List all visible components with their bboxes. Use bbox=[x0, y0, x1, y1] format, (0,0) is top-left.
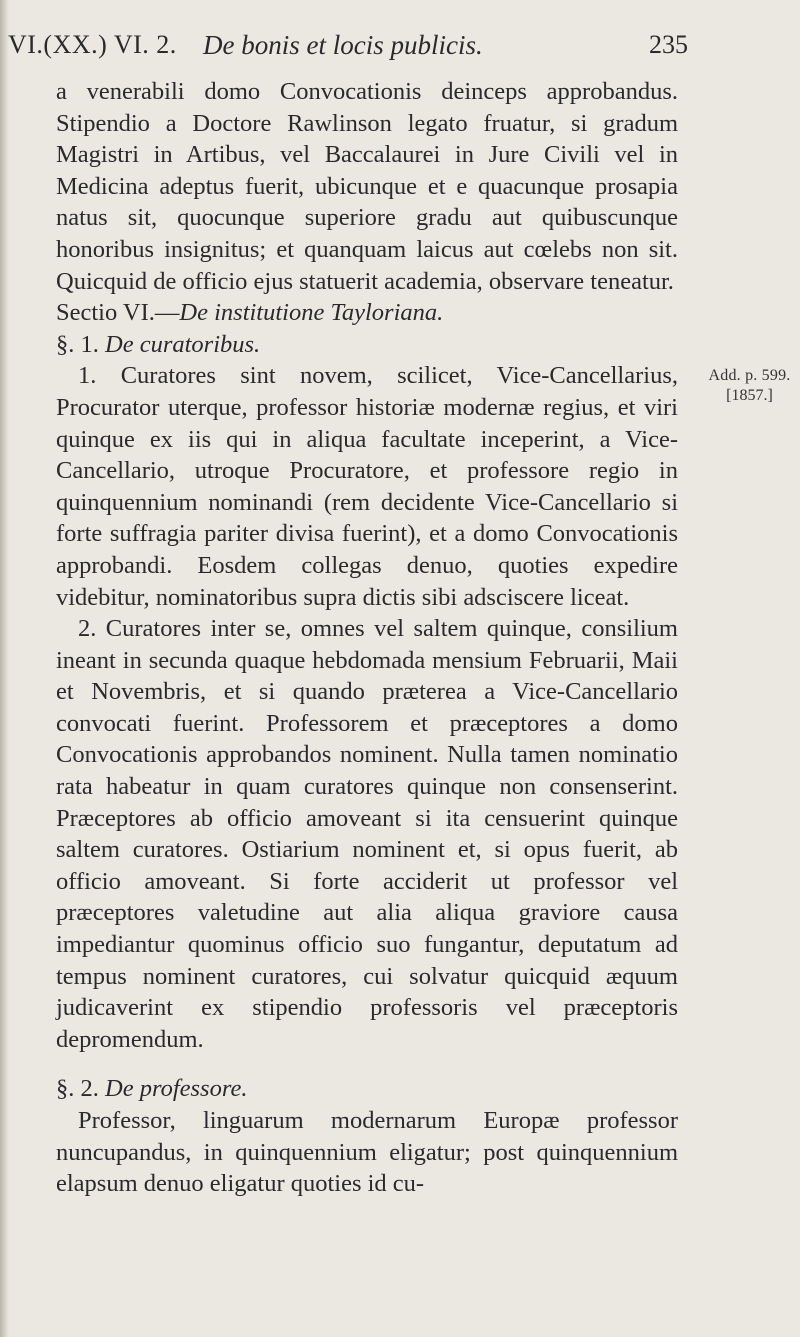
section-prefix: Sectio VI.— bbox=[56, 299, 180, 327]
paragraph-curatores-2: 2. Curatores inter se, omnes vel saltem quinque, consilium ineant in secunda quaque hebdomada mensium Februarii, Maii et Novembris, et si quando præterea a Vice-Cancellario convocati fuerint. Professorem et præceptores a domo Convocationis approbandos nominent. Nulla tamen nominatio rata habeatur in quam curatores quinque non consenserint. Præceptores ab officio amoveant si ita censuerint quinque saltem curatores. Ostiarium nominent et, si opus fuerit, ab officio amoveant. Si forte acciderit ut professor vel præceptores valetudine aut alia aliqua graviore causa impediantur quominus officio suo fungantur, deputatum ad tempus nominent curatores, cui solvatur quicquid æquum judicaverint ex stipendio professoris vel præceptoris depromendum. bbox=[56, 615, 678, 1053]
paragraph-curatores-1: 1. Curatores sint novem, scilicet, Vice-Cancellarius, Procurator uterque, professor historiæ modernæ regius, et viri quinque ex iis qui in aliqua facultate inceperint, a Vice-Cancellario, utroque Procuratore, et professore regio in quinquennium nominandi (rem decidente Vice-Cancellario si forte suffragia pariter divisa fuerint), et a domo Convocationis approbandi. Eosdem collegas denuo, quoties expedire videbitur, nominatoribus supra dictis sibi adsciscere liceat. bbox=[56, 362, 678, 611]
subsection-heading-professore bbox=[56, 1073, 678, 1105]
page-number: 235 bbox=[649, 30, 688, 59]
margin-note bbox=[702, 366, 797, 406]
section-title: De institutione Tayloriana. bbox=[179, 299, 444, 327]
subsection-title: De professore. bbox=[105, 1075, 248, 1103]
margin-note-reference: Add. p. 599. bbox=[708, 367, 791, 384]
section-heading bbox=[56, 297, 678, 329]
margin-note-year: [1857.] bbox=[726, 387, 773, 404]
subsection-number: §. 1. bbox=[56, 330, 99, 358]
running-head bbox=[8, 30, 688, 66]
opening-paragraph: a venerabili domo Convocationis deinceps approbandus. Stipendio a Doctore Rawlinson legato fruatur, si gradum Magistri in Artibus, vel Baccalaurei in Jure Civili vel in Medicina adeptus fuerit, ubicunque et e quacunque prosapia natus sit, quocunque superiore gradu aut quibuscunque honoribus insignitus; et quanquam laicus aut cœlebs non sit. Quicquid de officio ejus statuerit academia, observare teneatur. bbox=[56, 78, 678, 295]
running-title: De bonis et locis publicis. bbox=[203, 30, 483, 60]
subsection-number: §. 2. bbox=[56, 1075, 99, 1103]
paragraph-professor: Professor, linguarum modernarum Europæ professor nuncupandus, in quinquennium eligatur; post quinquennium elapsum denuo eligatur quoties id cu- bbox=[56, 1107, 678, 1198]
body-text bbox=[56, 76, 678, 1200]
subsection-heading-curatoribus bbox=[56, 329, 678, 361]
subsection-title: De curatoribus. bbox=[105, 330, 261, 358]
page-binding-edge bbox=[0, 0, 9, 1337]
chapter-reference: VI.(XX.) VI. 2. bbox=[8, 30, 177, 59]
